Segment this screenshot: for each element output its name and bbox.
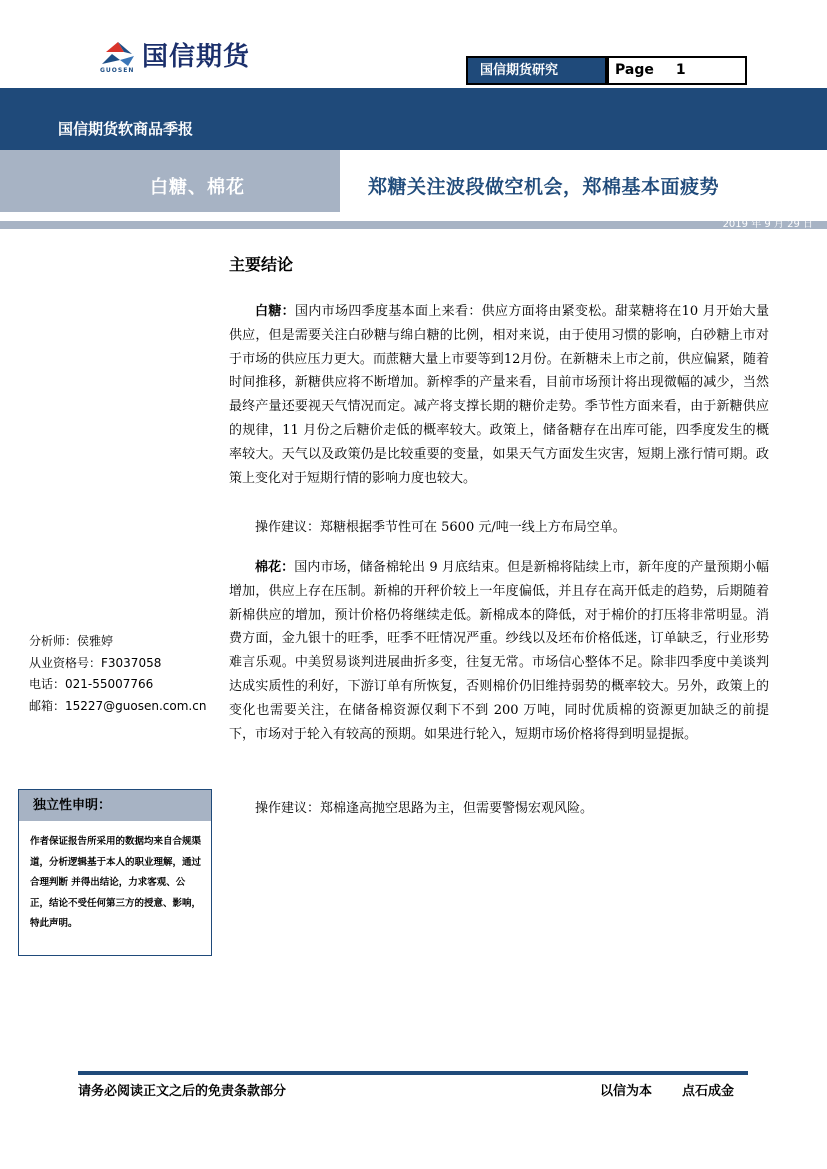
- cotton-label: 棉花：: [255, 560, 295, 575]
- footer-slogan-2: 点石成金: [682, 1084, 735, 1099]
- logo-mark-icon: [98, 40, 140, 68]
- page-indicator: [607, 56, 747, 85]
- independence-heading: 独立性申明：: [19, 790, 211, 821]
- sugar-advice: 操作建议：郑糖根据季节性可在 5600 元/吨一线上方布局空单。: [255, 520, 626, 535]
- footer-divider: [78, 1071, 748, 1075]
- sugar-label: 白糖：: [255, 304, 295, 319]
- section-heading: 主要结论: [229, 255, 294, 274]
- research-label: 国信期货研究: [466, 56, 607, 85]
- company-logo: [98, 40, 288, 80]
- page-label: Page: [615, 62, 654, 78]
- analyst-email: 邮箱：15227@guosen.com.cn: [29, 698, 207, 713]
- independence-box: [18, 789, 212, 956]
- report-date: 2019 年 9 月 29 日: [722, 219, 813, 230]
- page-number: 1: [675, 62, 686, 78]
- cotton-text: 国内市场，储备棉轮出 9 月底结束。但是新棉将陆续上市，新年度的产量预期小幅增加，供应上存在压制。新棉的开秤价较上一年度偏低，并且存在高开低走的趋势，后期随着新棉供应的增加，预计价格仍将继续走低。新棉成本的降低，对于棉价的打压将非常明显。消费方面，金九银十的旺季，旺季不旺情况严重。纱线以及坯布价格低迷，订单缺乏，行业形势难言乐观。中美贸易谈判进展曲折多变，往复无常。市场信心整体不足。除非四季度中美谈判达成实质性的利好，下游订单有所恢复，否则棉价仍旧维持弱势的概率较大。另外，政策上的变化也需要关注，在储备棉资源仅剩下不到 200 万吨，同时优质棉的资源更加缺乏的前提下，市场对于轮入有较高的预期。如果进行轮入，短期市场价格将得到明显提振。: [229, 560, 769, 742]
- independence-text: 作者保证报告所采用的数据均来自合规渠道，分析逻辑基于本人的职业理解，通过合理判断 并得出结论，力求客观、公正，结论不受任何第三方的授意、影响，特此声明。: [30, 836, 202, 929]
- footer-slogan-1: 以信为本: [600, 1084, 653, 1099]
- footer-slogan: [600, 1080, 734, 1099]
- sugar-paragraph: [229, 300, 769, 490]
- cotton-advice: 操作建议：郑棉逢高抛空思路为主，但需要警惕宏观风险。: [255, 801, 594, 816]
- logo-subtitle: GUOSEN: [100, 67, 135, 74]
- cotton-paragraph: [229, 556, 769, 746]
- date-bar: [0, 221, 827, 229]
- analyst-license: 从业资格号：F3037058: [29, 655, 162, 670]
- analyst-name: 分析师：侯雅婷: [29, 634, 114, 648]
- logo-name: 国信期货: [142, 42, 251, 72]
- report-main-title: 郑糖关注波段做空机会，郑棉基本面疲势: [368, 176, 720, 198]
- report-type-title: 国信期货软商品季报: [58, 120, 194, 138]
- footer-disclaimer: 请务必阅读正文之后的免责条款部分: [78, 1084, 287, 1099]
- category-label: 白糖、棉花: [150, 177, 245, 198]
- analyst-phone: 电话：021-55007766: [29, 677, 154, 691]
- sugar-text: 国内市场四季度基本面上来看：供应方面将由紧变松。甜菜糖将在10 月开始大量供应，但是需要关注白砂糖与绵白糖的比例，相对来说，由于使用习惯的影响，白砂糖上市对于市场的供应压力更大。而蔗糖大量上市要等到12月份。在新糖未上市之前，供应偏紧，随着时间推移，新糖供应将不断增加。新榨季的产量来看，目前市场预计将出现微幅的减少，当然最终产量还要视天气情况而定。减产将支撑长期的糖价走势。季节性方面来看，由于新糖供应的规律，11 月份之后糖价走低的概率较大。政策上，储备糖存在出库可能，四季度发生的概率较大。天气以及政策仍是比较重要的变量，如果天气方面发生灾害，短期上涨行情可期。政策上变化对于短期行情的影响力度也较大。: [229, 304, 769, 486]
- analyst-info: [29, 631, 206, 717]
